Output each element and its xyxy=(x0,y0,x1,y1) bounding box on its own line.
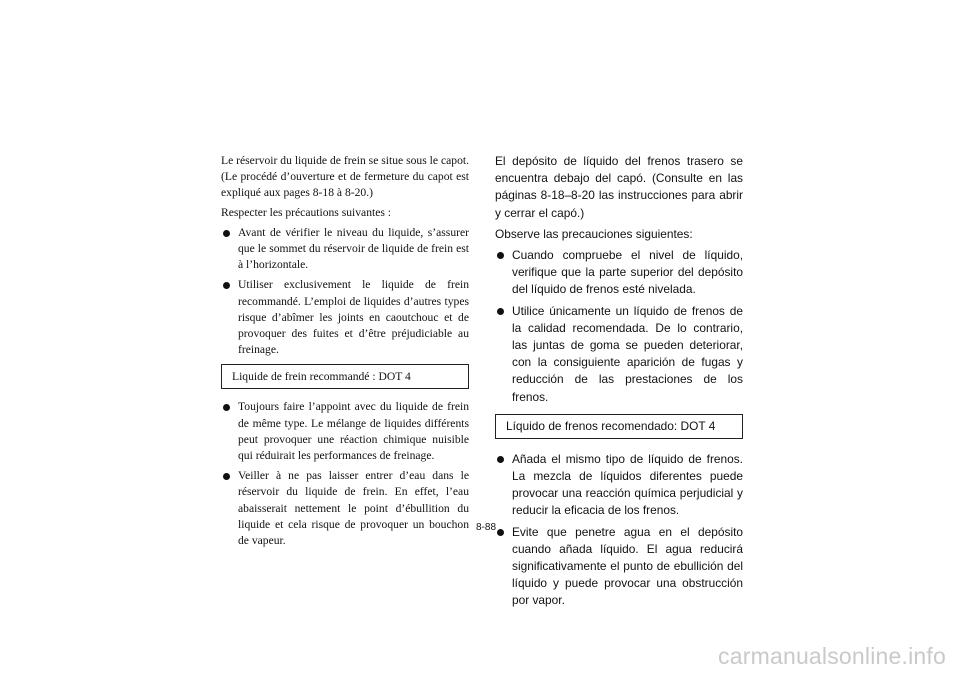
es-bullet-text: Añada el mismo tipo de líquido de frenos. La mezcla de líquidos diferentes puede provocar una reacción química perjudicial y reducir la eficacia de los frenos. xyxy=(512,451,743,518)
fr-bullet-list-b xyxy=(221,399,469,549)
es-bullet-list-b xyxy=(495,451,743,610)
es-bullet-item xyxy=(495,247,743,299)
spanish-column xyxy=(495,153,743,614)
es-precautions-title: Observe las precauciones siguientes: xyxy=(495,226,693,241)
fr-intro-paragraph: Le réservoir du liquide de frein se situe sous le capot. (Le procédé d’ouverture et de fermeture du capot est expliqué aux pages 8-18 à 8-20.) xyxy=(221,154,469,200)
watermark: carmanualsonline.info xyxy=(718,643,946,669)
fr-bullet-item xyxy=(221,225,469,274)
es-bullet-item xyxy=(495,524,743,610)
es-bullet-item xyxy=(495,303,743,406)
es-bullet-text: Evite que penetre agua en el depósito cuando añada líquido. El agua reducirá significativamente el punto de ebullición del líquido y puede provocar una obstrucción por vapor. xyxy=(512,524,743,608)
bullet-icon xyxy=(497,456,504,463)
bullet-icon xyxy=(497,252,504,259)
bullet-icon xyxy=(223,282,230,289)
french-column xyxy=(221,153,469,553)
es-bullet-text: Utilice únicamente un líquido de frenos de la calidad recomendada. De lo contrario, las juntas de goma se pueden deteriorar, con la consiguiente aparición de fugas y reducción de las prestaciones de los frenos. xyxy=(512,303,743,404)
bullet-icon xyxy=(223,473,230,480)
es-bullet-item xyxy=(495,451,743,520)
fr-spec-box: Liquide de frein recommandé : DOT 4 xyxy=(221,364,469,389)
page-number: 8-88 xyxy=(475,522,496,533)
fr-bullet-item xyxy=(221,277,469,358)
es-spec-box: Líquido de frenos recomendado: DOT 4 xyxy=(495,414,743,439)
fr-precautions-title: Respecter les précautions suivantes : xyxy=(221,205,391,219)
es-bullet-text: Cuando compruebe el nivel de líquido, verifique que la parte superior del depósito del líquido de frenos esté nivelada. xyxy=(512,248,743,297)
fr-bullet-item xyxy=(221,399,469,464)
bullet-icon xyxy=(223,404,230,411)
fr-bullet-text: Veiller à ne pas laisser entrer d’eau dans le réservoir du liquide de frein. En effet, l’eau abaisserait nettement le point d’ébullition du liquide et cela risque de provoquer un bouchon de vapeur. xyxy=(238,469,469,548)
es-bullet-list-a xyxy=(495,247,743,406)
fr-bullet-item xyxy=(221,468,469,549)
fr-bullet-list-a xyxy=(221,225,469,359)
fr-bullet-text: Utiliser exclusivement le liquide de frein recommandé. L’emploi de liquides d’autres types risque d’abîmer les joints en caoutchouc et de provoquer des fuites et d’être préjudiciable au freinage. xyxy=(238,278,469,357)
fr-bullet-text: Avant de vérifier le niveau du liquide, s’assurer que le sommet du réservoir de liquide de frein est à l’horizontale. xyxy=(238,225,469,272)
fr-bullet-text: Toujours faire l’appoint avec du liquide de frein de même type. Le mélange de liquides différents peut provoquer une réaction chimique nuisible qui réduirait les performances de freinage. xyxy=(238,400,469,463)
es-intro-paragraph: El depósito de líquido del frenos trasero se encuentra debajo del capó. (Consulte en las páginas 8-18–8-20 las instrucciones para abrir y cerrar el capó.) xyxy=(495,154,743,220)
bullet-icon xyxy=(223,230,230,237)
bullet-icon xyxy=(497,308,504,315)
